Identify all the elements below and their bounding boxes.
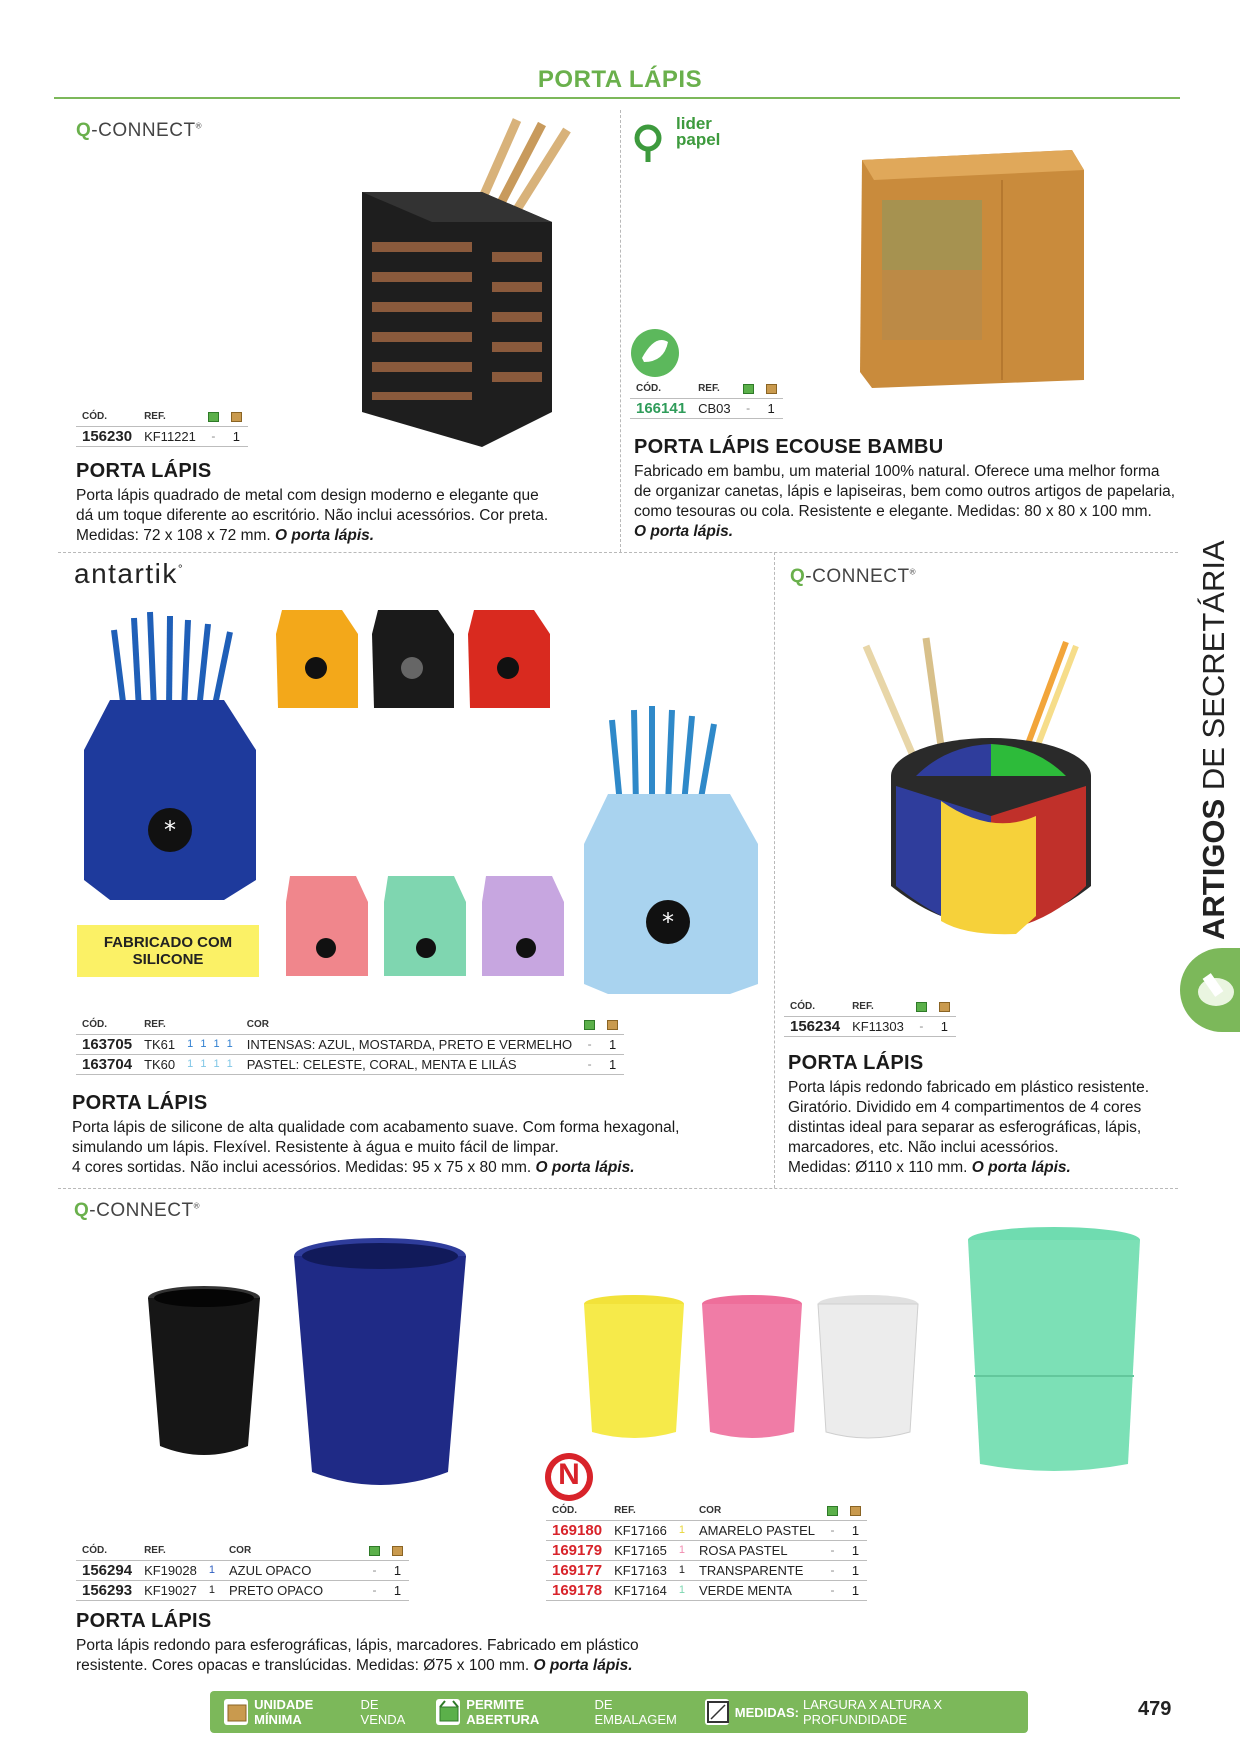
- legend-bar: [210, 1691, 1028, 1733]
- new-badge: N: [544, 1452, 594, 1502]
- section-tab-badge: [1180, 948, 1240, 1032]
- product-image-cup-black: [146, 1284, 266, 1464]
- product-image-silicone-blue: [84, 600, 264, 900]
- hand-icon: [1190, 960, 1240, 1020]
- product-image-cups-translucent: [584, 1294, 924, 1444]
- table-row: 156293 KF19027 1 PRETO OPACO - 1: [76, 1580, 409, 1600]
- product-image-cup-mint: [966, 1226, 1146, 1476]
- product-image-cup-blue: [292, 1236, 472, 1496]
- legend-item-min-unit: UNIDADE MÍNIMA DE VENDA: [224, 1697, 422, 1727]
- eco-leaf-icon: [630, 328, 680, 378]
- brand-logo-qconnect: Q-CONNECT®: [74, 1200, 200, 1221]
- table-row: 166141 CB03 - 1: [630, 398, 783, 418]
- open-box-icon: [436, 1699, 460, 1725]
- product-title: PORTA LÁPIS: [76, 460, 212, 482]
- page-title: PORTA LÁPIS: [537, 66, 703, 93]
- product-table-translucent: CÓD. REF. COR 169180 KF17166 1 AMARELO PASTEL - 1 169179 KF17165 1 ROSA PASTEL - 1 169177 KF17163 1 TRANSPARENTE - 1 169178 KF17164 1 VERDE MENTA - 1: [546, 1504, 867, 1601]
- product-table-opaque: CÓD. REF. COR 156294 KF19028 1 AZUL OPACO - 1 156293 KF19027 1 PRETO OPACO - 1: [76, 1544, 409, 1601]
- page-number: 479: [1138, 1698, 1172, 1720]
- divider-vertical-top: [620, 110, 621, 552]
- product-image-bamboo-holder: [852, 140, 1092, 390]
- brand-logo-liderpapel: lider papel: [634, 116, 720, 148]
- product-title: PORTA LÁPIS: [788, 1052, 924, 1074]
- table-row: 169177 KF17163 1 TRANSPARENTE - 1: [546, 1560, 867, 1580]
- table-row: 163704 TK60 1 1 1 1 PASTEL: CELESTE, CORAL, MENTA E LILÁS - 1: [76, 1054, 624, 1074]
- table-row: 169178 KF17164 1 VERDE MENTA - 1: [546, 1580, 867, 1600]
- divider-horizontal-1: [58, 552, 1178, 553]
- table-row: 156294 KF19028 1 AZUL OPACO - 1: [76, 1560, 409, 1580]
- table-row: 169180 KF17166 1 AMARELO PASTEL - 1: [546, 1520, 867, 1540]
- product-description: Fabricado em bambu, um material 100% natural. Oferece uma melhor forma de organizar canetas, lápis e lapiseiras, bem como outros artigos de papelaria, como tesouras ou cola. Resistente e elegante. Medidas: 80 x 80 x 100 mm. O porta lápis.: [634, 463, 1176, 540]
- legend-item-opening: PERMITE ABERTURA DE EMBALAGEM: [436, 1697, 691, 1727]
- product-description: Porta lápis redondo para esferográficas, lápis, marcadores. Fabricado em plástico resistente. Cores opacas e translúcidas. Medidas: Ø75 x 100 mm. O porta lápis.: [76, 1637, 639, 1674]
- product-image-silicone-lightblue: [580, 694, 770, 994]
- product-table-156234: CÓD. REF. 156234 KF11303 - 1: [784, 1000, 956, 1037]
- product-table-166141: CÓD. REF. 166141 CB03 - 1: [630, 382, 783, 419]
- legend-item-measures: MEDIDAS: LARGURA X ALTURA X PROFUNDIDADE: [705, 1697, 1028, 1727]
- product-description: Porta lápis quadrado de metal com design moderno e elegante que dá um toque diferente ao escritório. Não inclui acessórios. Cor preta. Medidas: 72 x 108 x 72 mm. O porta lápis.: [76, 487, 549, 544]
- ruler-icon: [705, 1699, 729, 1725]
- product-title: PORTA LÁPIS ECOUSE BAMBU: [634, 436, 944, 458]
- brand-logo-qconnect: Q-CONNECT®: [790, 566, 916, 587]
- box-icon: [224, 1699, 248, 1725]
- section-tab-label: ARTIGOS DE SECRETÁRIA: [1196, 540, 1231, 940]
- product-table-156230: CÓD. REF. 156230 KF11221 - 1: [76, 410, 248, 447]
- product-image-rotating-holder: [866, 636, 1106, 966]
- product-title: PORTA LÁPIS: [76, 1610, 212, 1632]
- product-title: PORTA LÁPIS: [72, 1092, 208, 1114]
- divider-vertical-middle: [774, 552, 775, 1188]
- product-image-silicone-intense-set: [272, 604, 552, 714]
- liderpapel-mark-icon: [634, 118, 674, 162]
- table-row: 156230 KF11221 - 1: [76, 426, 248, 446]
- product-table-antartik: CÓD. REF. COR 163705 TK61 1 1 1 1 INTENSAS: AZUL, MOSTARDA, PRETO E VERMELHO - 1 163704 TK60 1 1 1 1 PASTEL: CELESTE, CORAL, MENTA E LILÁS - 1: [76, 1018, 624, 1075]
- table-row: 169179 KF17165 1 ROSA PASTEL - 1: [546, 1540, 867, 1560]
- table-row: 156234 KF11303 - 1: [784, 1016, 956, 1036]
- product-image-metal-holder: [352, 112, 592, 442]
- title-rule: [54, 97, 1180, 99]
- table-row: 163705 TK61 1 1 1 1 INTENSAS: AZUL, MOSTARDA, PRETO E VERMELHO - 1: [76, 1034, 624, 1054]
- product-description: Porta lápis de silicone de alta qualidade com acabamento suave. Com forma hexagonal, simulando um lápis. Flexível. Resistente à água e muito fácil de limpar. 4 cores sortidas. Não inclui acessórios. Medidas: 95 x 75 x 80 mm. O porta lápis.: [72, 1119, 680, 1176]
- brand-logo-qconnect: Q-CONNECT®: [76, 120, 202, 141]
- svg-text:*: *: [662, 908, 674, 936]
- product-description: Porta lápis redondo fabricado em plástico resistente. Giratório. Dividido em 4 compartimentos de 4 cores distintas ideal para separar as esferográficas, lápis, marcadores, etc. Não inclui acessórios. Medidas: Ø110 x 110 mm. O porta lápis.: [788, 1079, 1150, 1176]
- silicone-badge: FABRICADO COM SILICONE: [77, 925, 259, 977]
- divider-horizontal-2: [58, 1188, 1178, 1189]
- product-image-silicone-pastel-set: [282, 872, 572, 982]
- brand-logo-antartik: antartik°: [74, 558, 185, 589]
- svg-text:*: *: [164, 816, 176, 844]
